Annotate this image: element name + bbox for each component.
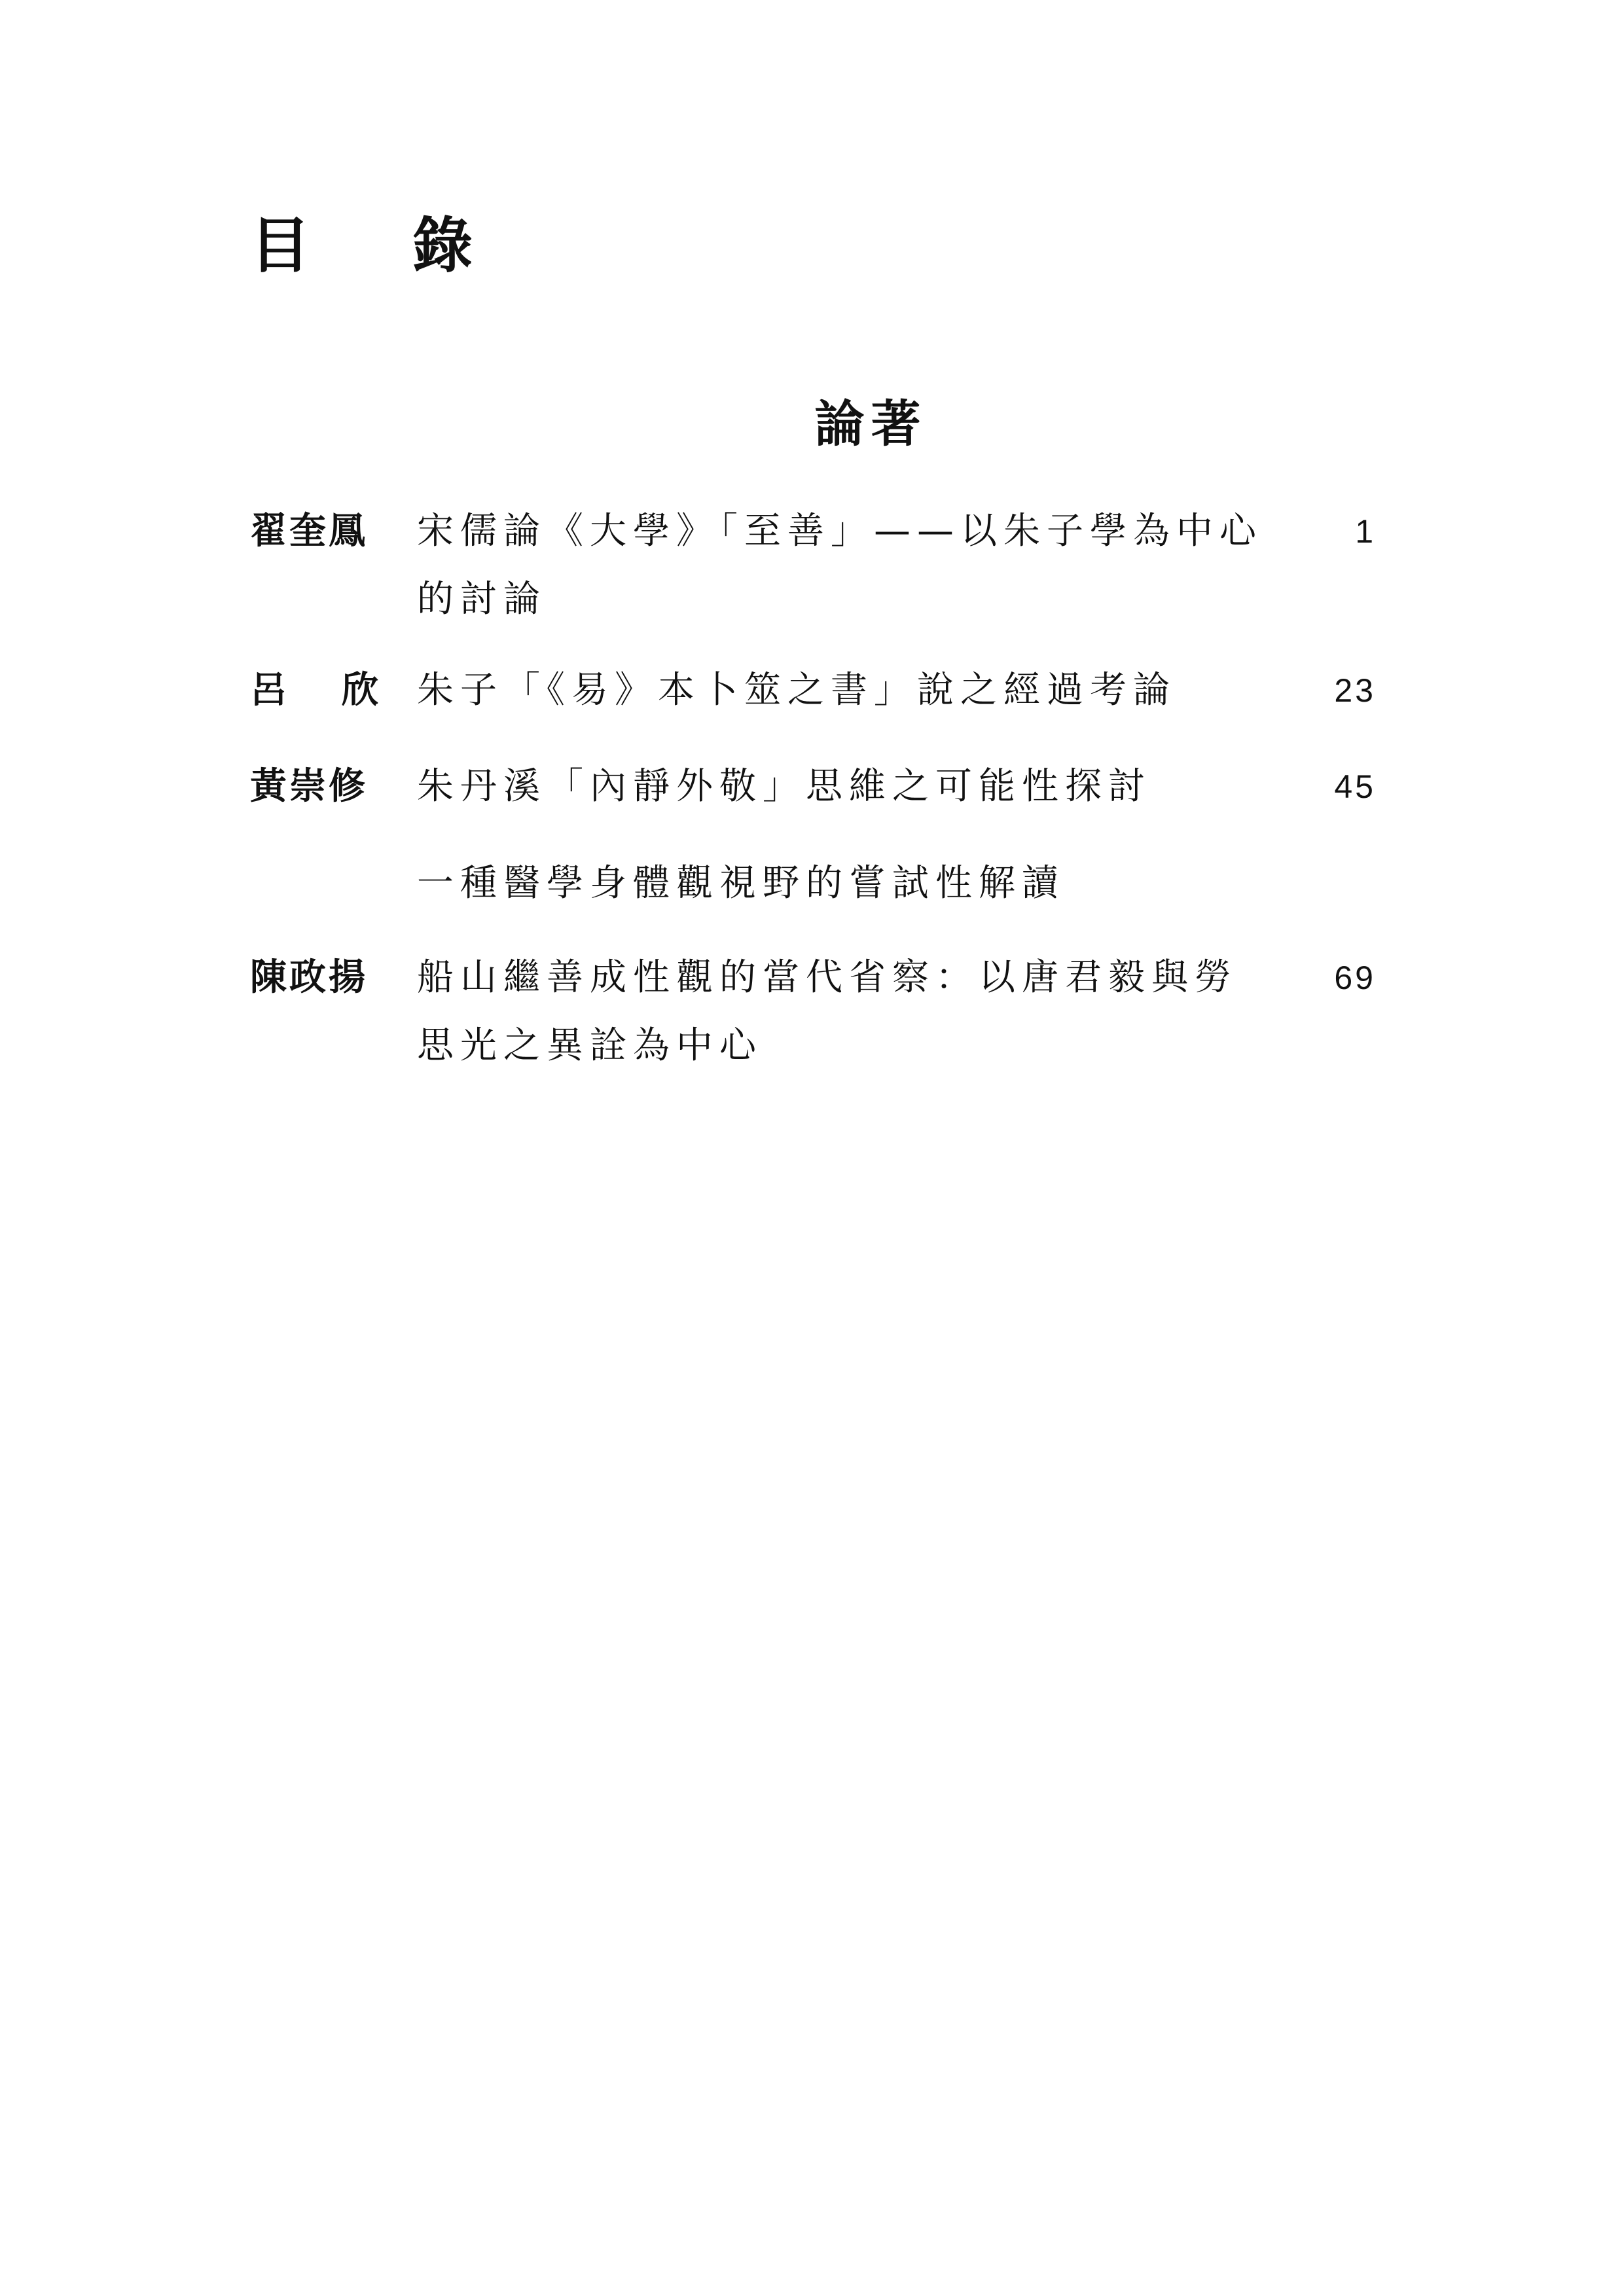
- entry-subtitle: 一種醫學身體觀視野的嘗試性解讀: [417, 862, 1065, 905]
- page-title: 目 錄: [250, 211, 514, 281]
- entry-author: 翟奎鳳: [250, 510, 368, 552]
- entry-author: [250, 656, 378, 725]
- entry-title: 朱丹溪「內靜外敬」思維之可能性探討: [417, 765, 1151, 808]
- entry-page-number: 23: [1334, 672, 1376, 709]
- entry-page-number: 45: [1334, 768, 1376, 805]
- entry-title[interactable]: 船山繼善成性觀的當代省察：以唐君毅與勞思光之異詮為中心: [417, 956, 1238, 1067]
- entry-author-char: 呂: [250, 669, 287, 711]
- entry-page-number: 69: [1334, 960, 1376, 996]
- entry-author: 黃崇修: [250, 765, 368, 808]
- entry-title[interactable]: 宋儒論《大學》「至善」——以朱子學為中心的討論: [417, 510, 1263, 620]
- entry-author-char: 欣: [342, 669, 378, 711]
- entry-page-number: 1: [1355, 513, 1376, 550]
- entry-title-block[interactable]: [417, 753, 1301, 918]
- entry-title[interactable]: 朱子「《易》本卜筮之書」說之經過考論: [417, 669, 1176, 711]
- section-title: 論著: [814, 395, 928, 453]
- entry-author: 陳政揚: [250, 956, 368, 999]
